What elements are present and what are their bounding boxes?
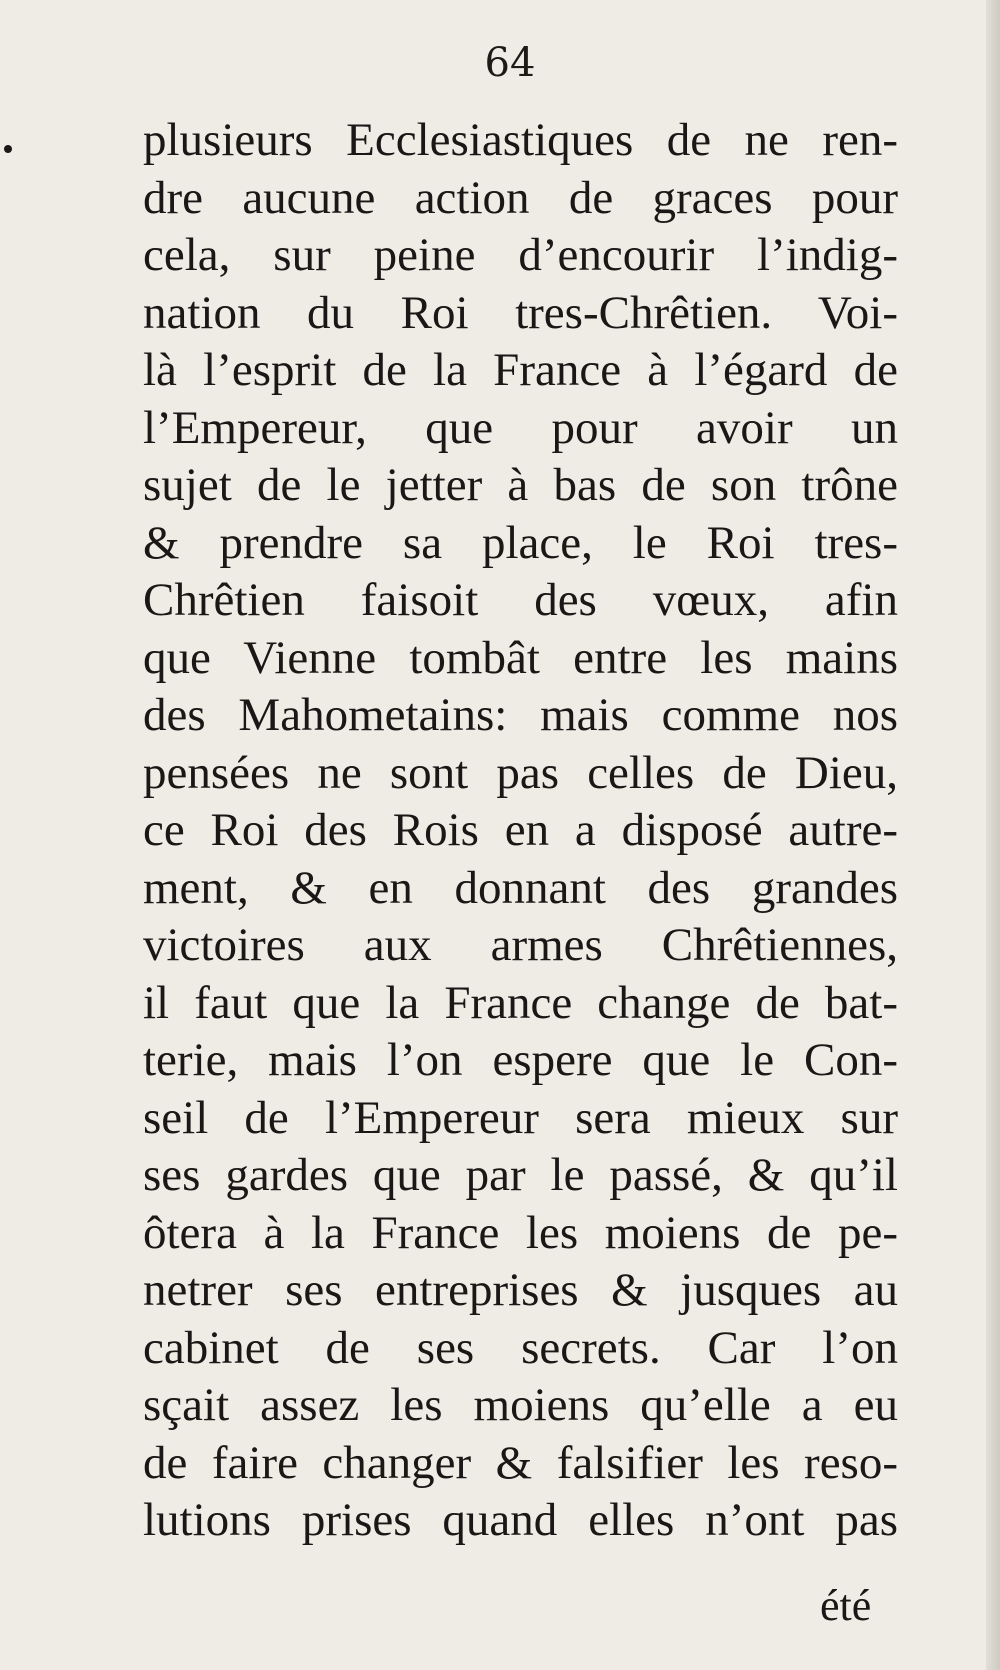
text-line: ment, & en donnant des grandes [143, 861, 898, 914]
text-line: l’Empereur, que pour avoir un [143, 401, 898, 454]
text-line: sçait assez les moiens qu’elle a eu [143, 1379, 898, 1431]
text-line: Chrêtien faisoit des vœux, afin [143, 574, 898, 626]
text-line: & prendre sa place, le Roi tres- [143, 516, 898, 569]
body-text [143, 112, 898, 1550]
text-line: là l’esprit de la France à l’égard de [143, 344, 898, 396]
text-line: ôtera à la France les moiens de pe- [143, 1206, 898, 1259]
ink-mark [4, 145, 12, 153]
text-line: netrer ses entreprises & jusques au [143, 1264, 898, 1316]
text-line: plusieurs Ecclesiastiques de ne ren- [143, 114, 898, 166]
text-line: seil de l’Empereur sera mieux sur [143, 1091, 898, 1144]
text-line: lutions prises quand elles n’ont pas [143, 1494, 898, 1546]
catchword: été [820, 1581, 872, 1630]
text-line: pensées ne sont pas celles de Dieu, [143, 746, 898, 799]
text-line: sujet de le jetter à bas de son trône [143, 459, 898, 511]
text-line: ses gardes que par le passé, & qu’il [143, 1149, 898, 1201]
page-edge [986, 0, 1000, 1670]
text-line: il faut que la France change de bat- [143, 976, 898, 1029]
text-line: terie, mais l’on espere que le Con- [143, 1034, 898, 1086]
text-line: dre aucune action de graces pour [143, 171, 898, 224]
text-line: des Mahometains: mais comme nos [143, 689, 898, 741]
text-line: cela, sur peine d’encourir l’indig- [143, 229, 898, 281]
text-line: cabinet de ses secrets. Car l’on [143, 1321, 898, 1374]
text-line: de faire changer & falsifier les reso- [143, 1436, 898, 1489]
text-line: que Vienne tombât entre les mains [143, 631, 898, 684]
page-number: 64 [484, 40, 536, 86]
text-line: victoires aux armes Chrêtiennes, [143, 919, 898, 971]
text-line: nation du Roi tres-Chrêtien. Voi- [143, 286, 898, 339]
text-line: ce Roi des Rois en a disposé autre- [143, 804, 898, 856]
